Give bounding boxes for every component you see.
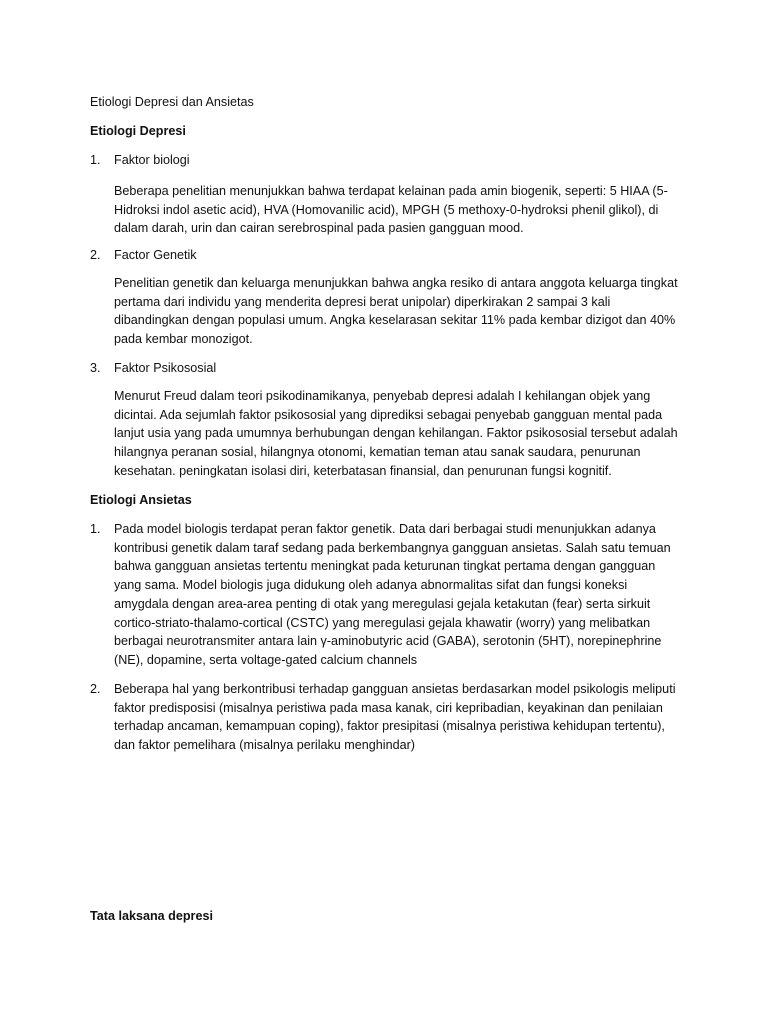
list-number: 2. [90, 682, 101, 696]
text-line: Beberapa penelitian menunjukkan bahwa terdapat kelainan pada amin biogenik, seperti: 5 HIAA (5- [114, 184, 668, 198]
item-title-faktor-psikososial: Faktor Psikososial [114, 361, 217, 375]
list-number: 2. [90, 248, 101, 262]
paragraph-faktor-psikososial [114, 387, 684, 481]
text-line: Penelitian genetik dan keluarga menunjukkan bahwa angka resiko di antara anggota keluarga tingkat [114, 276, 678, 290]
text-line: amygdala dengan area-area penting di otak yang meregulasi gejala ketakutan (fear) serta sirkuit [114, 596, 651, 611]
text-line: (NE), dopamine, serta voltage-gated calcium channels [114, 652, 418, 667]
text-line: dicintai. Ada sejumlah faktor psikososial yang diprediksi sebagai penyebab gangguan mental pada [114, 407, 663, 422]
list-number: 1. [90, 153, 101, 167]
text-line: terhadap ancaman, kemampuan coping), faktor presipitasi (misalnya peristiwa kehidupan tertentu), [114, 719, 665, 734]
text-line: Hidroksi indol asetic acid), HVA (Homovanilic acid), MPGH (5 methoxy-0-hydroksi phenil glikol), di [114, 202, 659, 217]
text-line: pada kembar monozigot. [114, 332, 253, 347]
paragraph-ansietas-biologis [114, 520, 684, 670]
text-line: dibandingkan dengan populasi umum. Angka keselarasan sekitar 11% pada kembar dizigot dan 40% [114, 313, 676, 328]
text-line: berbagai neurotransmiter antara lain γ-aminobutyric acid (GABA), serotonin (5HT), norepinephrine [114, 634, 662, 649]
paragraph-factor-genetik [114, 274, 684, 349]
item-title-faktor-biologi: Faktor biologi [114, 153, 190, 167]
text-line: pertama dari individu yang menderita depresi berat unipolar) diperkirakan 2 sampai 3 kali [114, 294, 611, 309]
heading-tata-laksana-depresi: Tata laksana depresi [90, 909, 213, 923]
text-line: faktor predisposisi (misalnya peristiwa pada masa kanak, ciri kepribadian, keyakinan dan penilaian [114, 700, 663, 715]
text-line: kontribusi genetik dalam taraf sedang pada berkembangnya gangguan ansietas. Salah satu temuan [114, 540, 671, 555]
text-line: kesehatan. peningkatan isolasi diri, keterbatasan finansial, dan penurunan fungsi kognitif. [114, 463, 612, 478]
text-line: hilangnya peranan sosial, hilangnya otonomi, kematian teman atau sanak saudara, penurunan [114, 445, 641, 460]
text-line: dan faktor pemelihara (misalnya perilaku menghindar) [114, 738, 416, 753]
text-line: yang sama. Model biologis juga didukung oleh adanya abnormalitas sifat dan fungsi koneksi [114, 578, 628, 593]
heading-etiologi-depresi: Etiologi Depresi [90, 124, 186, 138]
text-line: Pada model biologis terdapat peran faktor genetik. Data dari berbagai studi menunjukkan adanya [114, 522, 656, 536]
text-line: lanjut usia yang pada umumnya berhubungan dengan kehilangan. Faktor psikososial tersebut adalah [114, 426, 678, 441]
text-line: dalam darah, urin dan cairan serebrospinal pada pasien gangguan mood. [114, 221, 524, 236]
text-line: cortico-striato-thalamo-cortical (CSTC) yang meregulasi gejala khawatir (worry) yang melibatkan [114, 615, 651, 630]
heading-etiologi-ansietas: Etiologi Ansietas [90, 493, 192, 507]
text-line: bahwa gangguan ansietas tertentu meningkat pada keturunan tingkat pertama dengan gangguan [114, 559, 656, 574]
text-line: Menurut Freud dalam teori psikodinamikanya, penyebab depresi adalah I kehilangan objek yang [114, 389, 651, 403]
paragraph-ansietas-psikologis [114, 680, 684, 755]
list-number: 3. [90, 361, 101, 375]
paragraph-faktor-biologi [114, 182, 684, 238]
list-number: 1. [90, 522, 101, 536]
item-title-factor-genetik: Factor Genetik [114, 248, 197, 262]
document-title: Etiologi Depresi dan Ansietas [90, 95, 254, 109]
text-line: Beberapa hal yang berkontribusi terhadap gangguan ansietas berdasarkan model psikologis meliputi [114, 682, 676, 696]
